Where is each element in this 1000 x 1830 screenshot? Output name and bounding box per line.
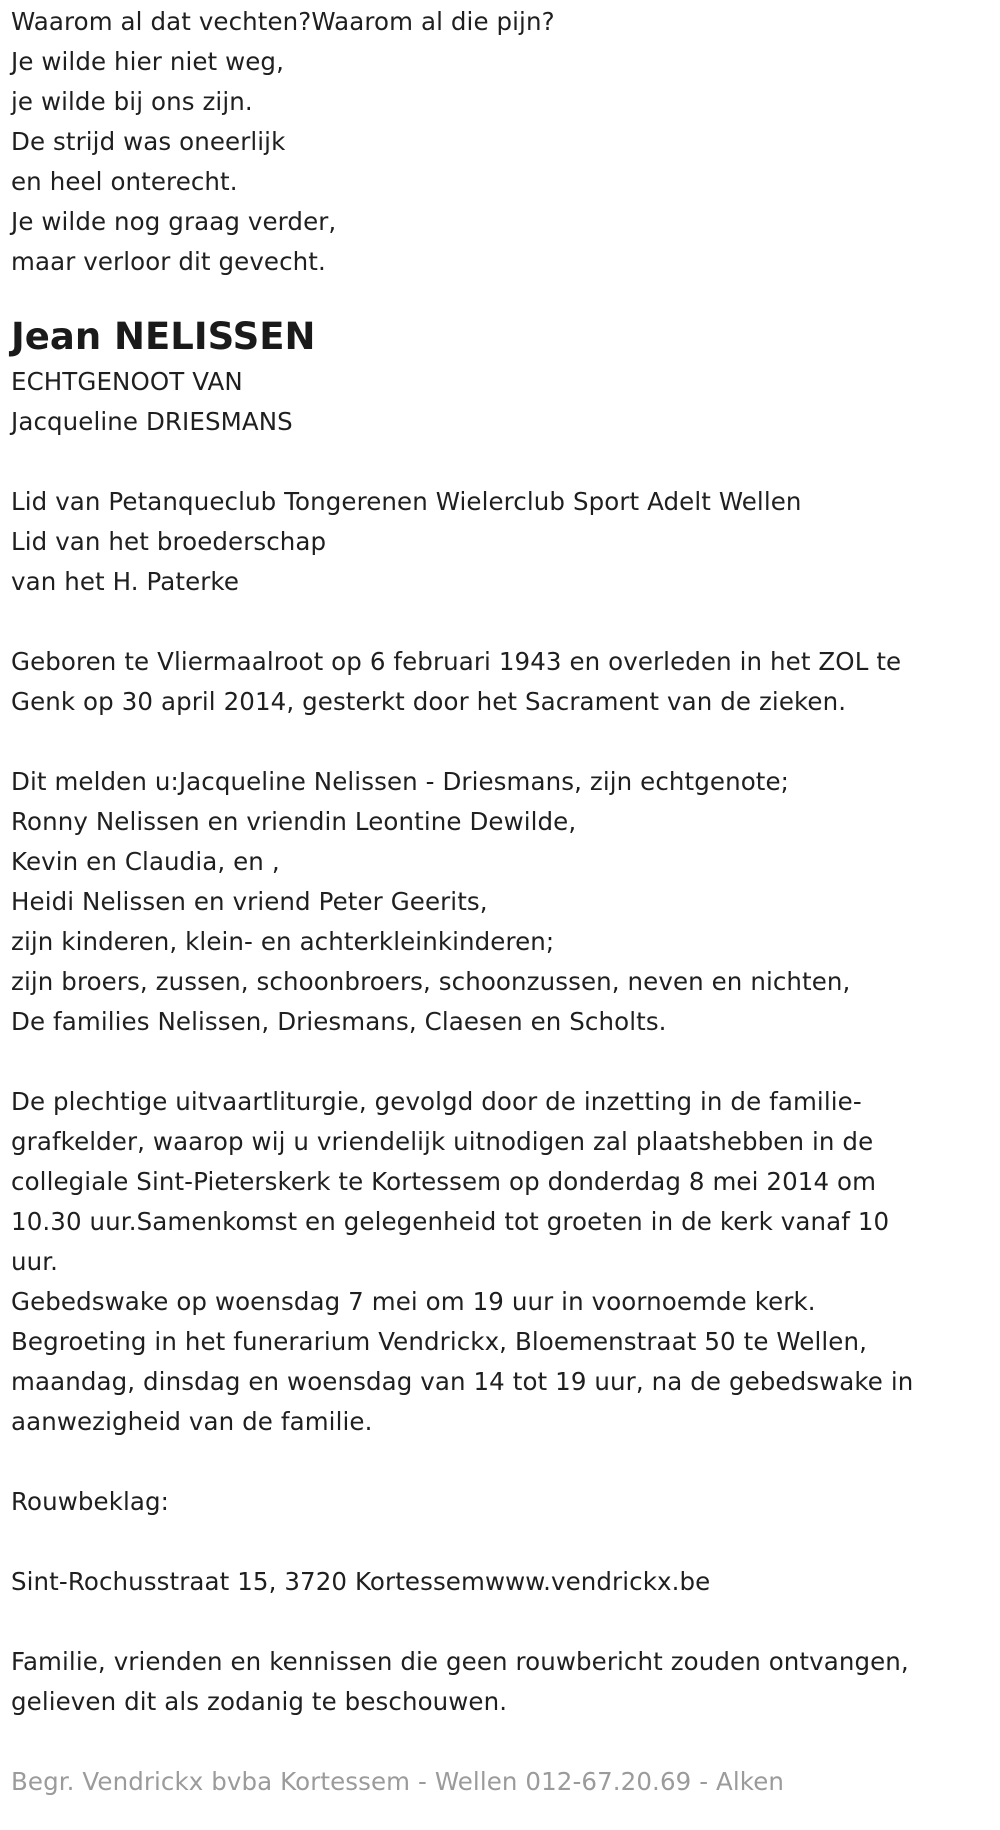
deceased-name: Jean NELISSEN (11, 315, 316, 358)
poem-line: Waarom al dat vechten?Waarom al die pijn? (11, 7, 555, 36)
poem-line: Je wilde nog graag verder, (11, 207, 337, 236)
membership-line: Lid van het broederschap (11, 527, 327, 556)
funeral-line: maandag, dinsdag en woensdag van 14 tot 19 uur, na de gebedswake in (11, 1367, 914, 1396)
condolence-address: Sint-Rochusstraat 15, 3720 Kortessemwww.vendrickx.be (11, 1567, 711, 1596)
family-announcement (11, 762, 996, 1042)
obituary-notice (11, 2, 996, 1802)
funeral-line: Gebedswake op woensdag 7 mei om 19 uur in voornoemde kerk. (11, 1287, 816, 1316)
family-line: Kevin en Claudia, en , (11, 847, 280, 876)
poem-line: je wilde bij ons zijn. (11, 87, 253, 116)
spouse-name: Jacqueline DRIESMANS (11, 407, 293, 436)
closing-line: gelieven dit als zodanig te beschouwen. (11, 1687, 508, 1716)
funeral-line: aanwezigheid van de familie. (11, 1407, 373, 1436)
birth-death-statement (11, 642, 996, 722)
closing-note (11, 1642, 996, 1722)
family-line: zijn broers, zussen, schoonbroers, schoonzussen, neven en nichten, (11, 967, 851, 996)
family-line: zijn kinderen, klein- en achterkleinkinderen; (11, 927, 555, 956)
funeral-home-footer: Begr. Vendrickx bvba Kortessem - Wellen 012-67.20.69 - Alken (11, 1767, 785, 1796)
funeral-details (11, 1082, 996, 1442)
funeral-line: 10.30 uur.Samenkomst en gelegenheid tot groeten in de kerk vanaf 10 (11, 1207, 890, 1236)
poem-line: Je wilde hier niet weg, (11, 47, 284, 76)
poem (11, 2, 996, 282)
family-line: Ronny Nelissen en vriendin Leontine Dewilde, (11, 807, 577, 836)
membership-line: van het H. Paterke (11, 567, 240, 596)
poem-line: De strijd was oneerlijk (11, 127, 286, 156)
condolence-label: Rouwbeklag: (11, 1487, 170, 1516)
family-line: Dit melden u:Jacqueline Nelissen - Driesmans, zijn echtgenote; (11, 767, 790, 796)
funeral-line: collegiale Sint-Pieterskerk te Kortessem op donderdag 8 mei 2014 om (11, 1167, 877, 1196)
birth-death-line: Genk op 30 april 2014, gesterkt door het Sacrament van de zieken. (11, 687, 847, 716)
memberships (11, 482, 996, 602)
poem-line: en heel onterecht. (11, 167, 238, 196)
funeral-line: Begroeting in het funerarium Vendrickx, Bloemenstraat 50 te Wellen, (11, 1327, 867, 1356)
family-line: De families Nelissen, Driesmans, Claesen en Scholts. (11, 1007, 667, 1036)
birth-death-line: Geboren te Vliermaalroot op 6 februari 1943 en overleden in het ZOL te (11, 647, 902, 676)
funeral-line: De plechtige uitvaartliturgie, gevolgd door de inzetting in de familie- (11, 1087, 862, 1116)
membership-line: Lid van Petanqueclub Tongerenen Wielerclub Sport Adelt Wellen (11, 487, 802, 516)
funeral-line: grafkelder, waarop wij u vriendelijk uitnodigen zal plaatshebben in de (11, 1127, 874, 1156)
relation-label: ECHTGENOOT VAN (11, 367, 243, 396)
poem-line: maar verloor dit gevecht. (11, 247, 326, 276)
closing-line: Familie, vrienden en kennissen die geen rouwbericht zouden ontvangen, (11, 1647, 909, 1676)
funeral-line: uur. (11, 1247, 59, 1276)
family-line: Heidi Nelissen en vriend Peter Geerits, (11, 887, 488, 916)
